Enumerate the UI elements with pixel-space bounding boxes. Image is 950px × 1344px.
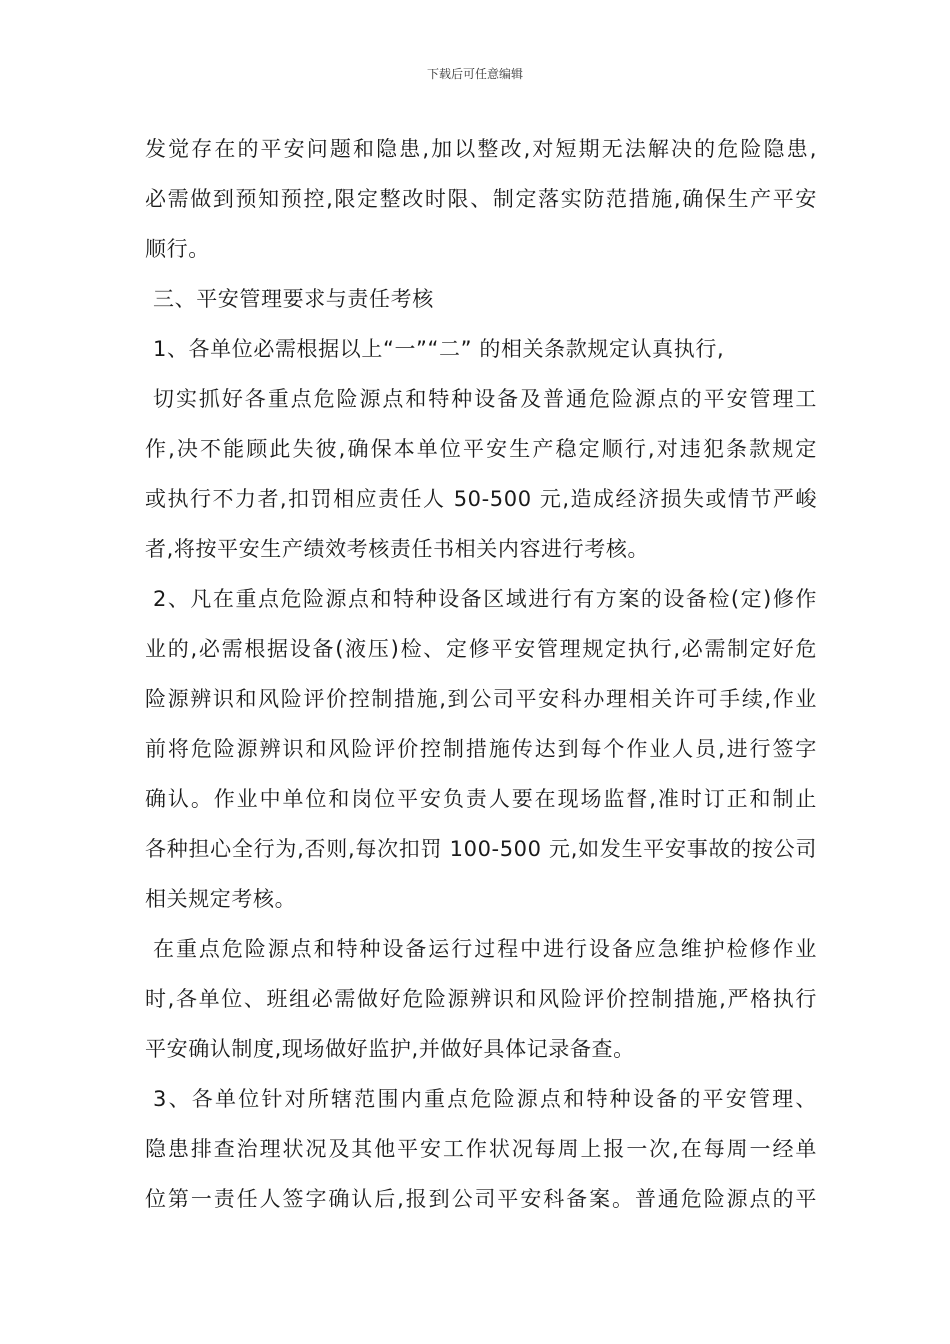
text-line: 发觉存在的平安问题和隐患,加以整改,对短期无法解决的危险隐患, bbox=[145, 137, 817, 161]
section-heading: 三、平安管理要求与责任考核 bbox=[153, 287, 434, 311]
text-line: 3、各单位针对所辖范围内重点危险源点和特种设备的平安管理、 bbox=[153, 1087, 817, 1111]
text-line: 在重点危险源点和特种设备运行过程中进行设备应急维护检修作业 bbox=[153, 937, 817, 961]
text-line: 2、凡在重点危险源点和特种设备区域进行有方案的设备检(定)修作 bbox=[153, 587, 817, 611]
text-line: 作,决不能顾此失彼,确保本单位平安生产稳定顺行,对违犯条款规定 bbox=[145, 437, 817, 461]
text-line: 确认。作业中单位和岗位平安负责人要在现场监督,准时订正和制止 bbox=[145, 787, 817, 811]
text-line: 各种担心全行为,否则,每次扣罚 100-500 元,如发生平安事故的按公司 bbox=[145, 837, 817, 861]
text-line: 或执行不力者,扣罚相应责任人 50-500 元,造成经济损失或情节严峻 bbox=[145, 487, 817, 511]
text-line: 相关规定考核。 bbox=[145, 887, 297, 911]
text-line: 1、各单位必需根据以上“一”“二” 的相关条款规定认真执行, bbox=[153, 337, 725, 361]
text-line: 位第一责任人签字确认后,报到公司平安科备案。普通危险源点的平 bbox=[145, 1187, 817, 1211]
text-line: 顺行。 bbox=[145, 237, 210, 261]
text-line: 平安确认制度,现场做好监护,并做好具体记录备查。 bbox=[145, 1037, 635, 1061]
text-line: 者,将按平安生产绩效考核责任书相关内容进行考核。 bbox=[145, 537, 650, 561]
page-header: 下载后可任意编辑 bbox=[426, 67, 523, 81]
text-line: 时,各单位、班组必需做好危险源辨识和风险评价控制措施,严格执行 bbox=[145, 987, 817, 1011]
text-line: 隐患排查治理状况及其他平安工作状况每周上报一次,在每周一经单 bbox=[145, 1137, 817, 1161]
text-line: 前将危险源辨识和风险评价控制措施传达到每个作业人员,进行签字 bbox=[145, 737, 817, 761]
text-line: 必需做到预知预控,限定整改时限、制定落实防范措施,确保生产平安 bbox=[145, 187, 817, 211]
text-line: 险源辨识和风险评价控制措施,到公司平安科办理相关许可手续,作业 bbox=[145, 687, 817, 711]
document-body bbox=[145, 124, 817, 1224]
text-line: 切实抓好各重点危险源点和特种设备及普通危险源点的平安管理工 bbox=[153, 387, 817, 411]
text-line: 业的,必需根据设备(液压)检、定修平安管理规定执行,必需制定好危 bbox=[145, 637, 817, 661]
